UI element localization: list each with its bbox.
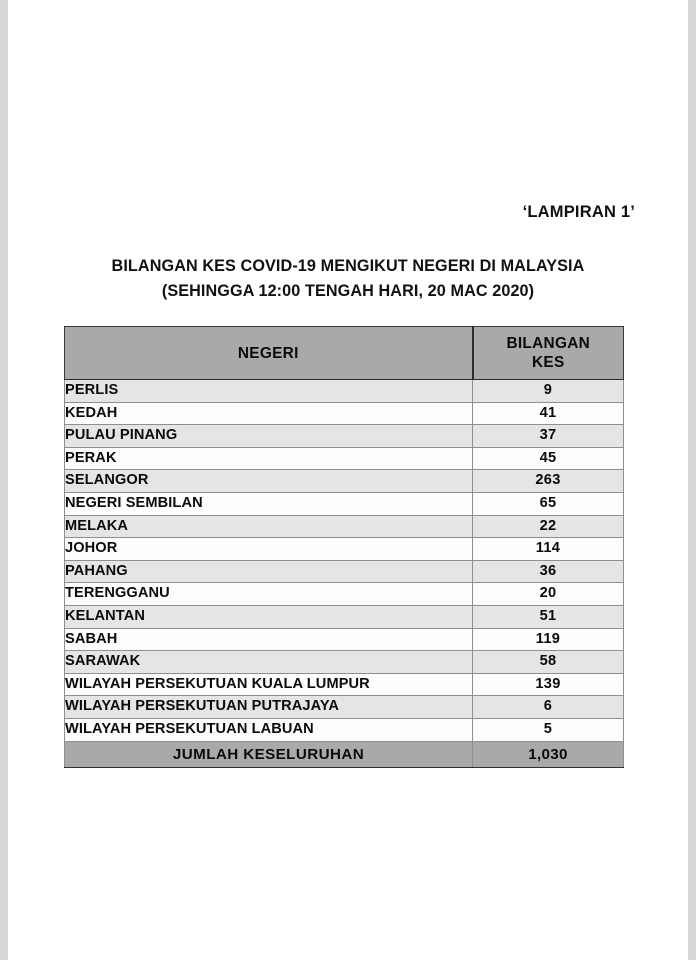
table-header bbox=[65, 327, 624, 380]
cell-state: NEGERI SEMBILAN bbox=[65, 492, 473, 515]
table-row bbox=[65, 425, 624, 448]
column-header-cases-line2: KES bbox=[531, 354, 565, 371]
cell-state: PULAU PINANG bbox=[65, 425, 473, 448]
cell-state: JOHOR bbox=[65, 538, 473, 561]
page-title bbox=[8, 254, 688, 304]
table-row bbox=[65, 718, 624, 741]
cell-cases: 45 bbox=[473, 447, 624, 470]
table-row bbox=[65, 380, 624, 403]
title-line-1: BILANGAN KES COVID-19 MENGIKUT NEGERI DI MALAYSIA bbox=[111, 257, 585, 275]
cell-state: TERENGGANU bbox=[65, 583, 473, 606]
table-row bbox=[65, 538, 624, 561]
table-row bbox=[65, 673, 624, 696]
table-header-row bbox=[65, 327, 624, 380]
total-row bbox=[65, 741, 624, 767]
cell-cases: 58 bbox=[473, 651, 624, 674]
cell-state: MELAKA bbox=[65, 515, 473, 538]
cell-state: KELANTAN bbox=[65, 605, 473, 628]
cell-state: WILAYAH PERSEKUTUAN LABUAN bbox=[65, 718, 473, 741]
annex-label: ‘LAMPIRAN 1’ bbox=[522, 203, 635, 221]
total-label: JUMLAH KESELURUHAN bbox=[65, 741, 473, 767]
cell-cases: 5 bbox=[473, 718, 624, 741]
cell-state: SABAH bbox=[65, 628, 473, 651]
cell-cases: 20 bbox=[473, 583, 624, 606]
table-row bbox=[65, 515, 624, 538]
cell-cases: 65 bbox=[473, 492, 624, 515]
cell-cases: 263 bbox=[473, 470, 624, 493]
cell-state: PERLIS bbox=[65, 380, 473, 403]
cell-cases: 51 bbox=[473, 605, 624, 628]
column-header-cases-line1: BILANGAN bbox=[506, 335, 591, 352]
table-row bbox=[65, 651, 624, 674]
cell-state: KEDAH bbox=[65, 402, 473, 425]
table-row bbox=[65, 402, 624, 425]
cell-state: SARAWAK bbox=[65, 651, 473, 674]
document-page bbox=[8, 0, 688, 960]
cell-cases: 119 bbox=[473, 628, 624, 651]
table-row bbox=[65, 696, 624, 719]
table-row bbox=[65, 470, 624, 493]
table-row bbox=[65, 583, 624, 606]
cases-table-container bbox=[64, 326, 623, 768]
cell-state: WILAYAH PERSEKUTUAN KUALA LUMPUR bbox=[65, 673, 473, 696]
cell-cases: 37 bbox=[473, 425, 624, 448]
cell-cases: 139 bbox=[473, 673, 624, 696]
table-row bbox=[65, 492, 624, 515]
table-body bbox=[65, 380, 624, 742]
table-footer bbox=[65, 741, 624, 767]
cell-state: WILAYAH PERSEKUTUAN PUTRAJAYA bbox=[65, 696, 473, 719]
table-row bbox=[65, 447, 624, 470]
table-row bbox=[65, 605, 624, 628]
column-header-cases bbox=[473, 327, 624, 380]
cell-cases: 114 bbox=[473, 538, 624, 561]
column-header-state: NEGERI bbox=[65, 327, 473, 380]
title-line-2: (SEHINGGA 12:00 TENGAH HARI, 20 MAC 2020) bbox=[161, 282, 535, 300]
cell-cases: 6 bbox=[473, 696, 624, 719]
cell-state: PERAK bbox=[65, 447, 473, 470]
cases-table bbox=[64, 326, 624, 768]
cell-cases: 22 bbox=[473, 515, 624, 538]
cell-cases: 36 bbox=[473, 560, 624, 583]
table-row bbox=[65, 560, 624, 583]
total-cases: 1,030 bbox=[473, 741, 624, 767]
cell-cases: 41 bbox=[473, 402, 624, 425]
cell-state: PAHANG bbox=[65, 560, 473, 583]
table-row bbox=[65, 628, 624, 651]
cell-cases: 9 bbox=[473, 380, 624, 403]
cell-state: SELANGOR bbox=[65, 470, 473, 493]
